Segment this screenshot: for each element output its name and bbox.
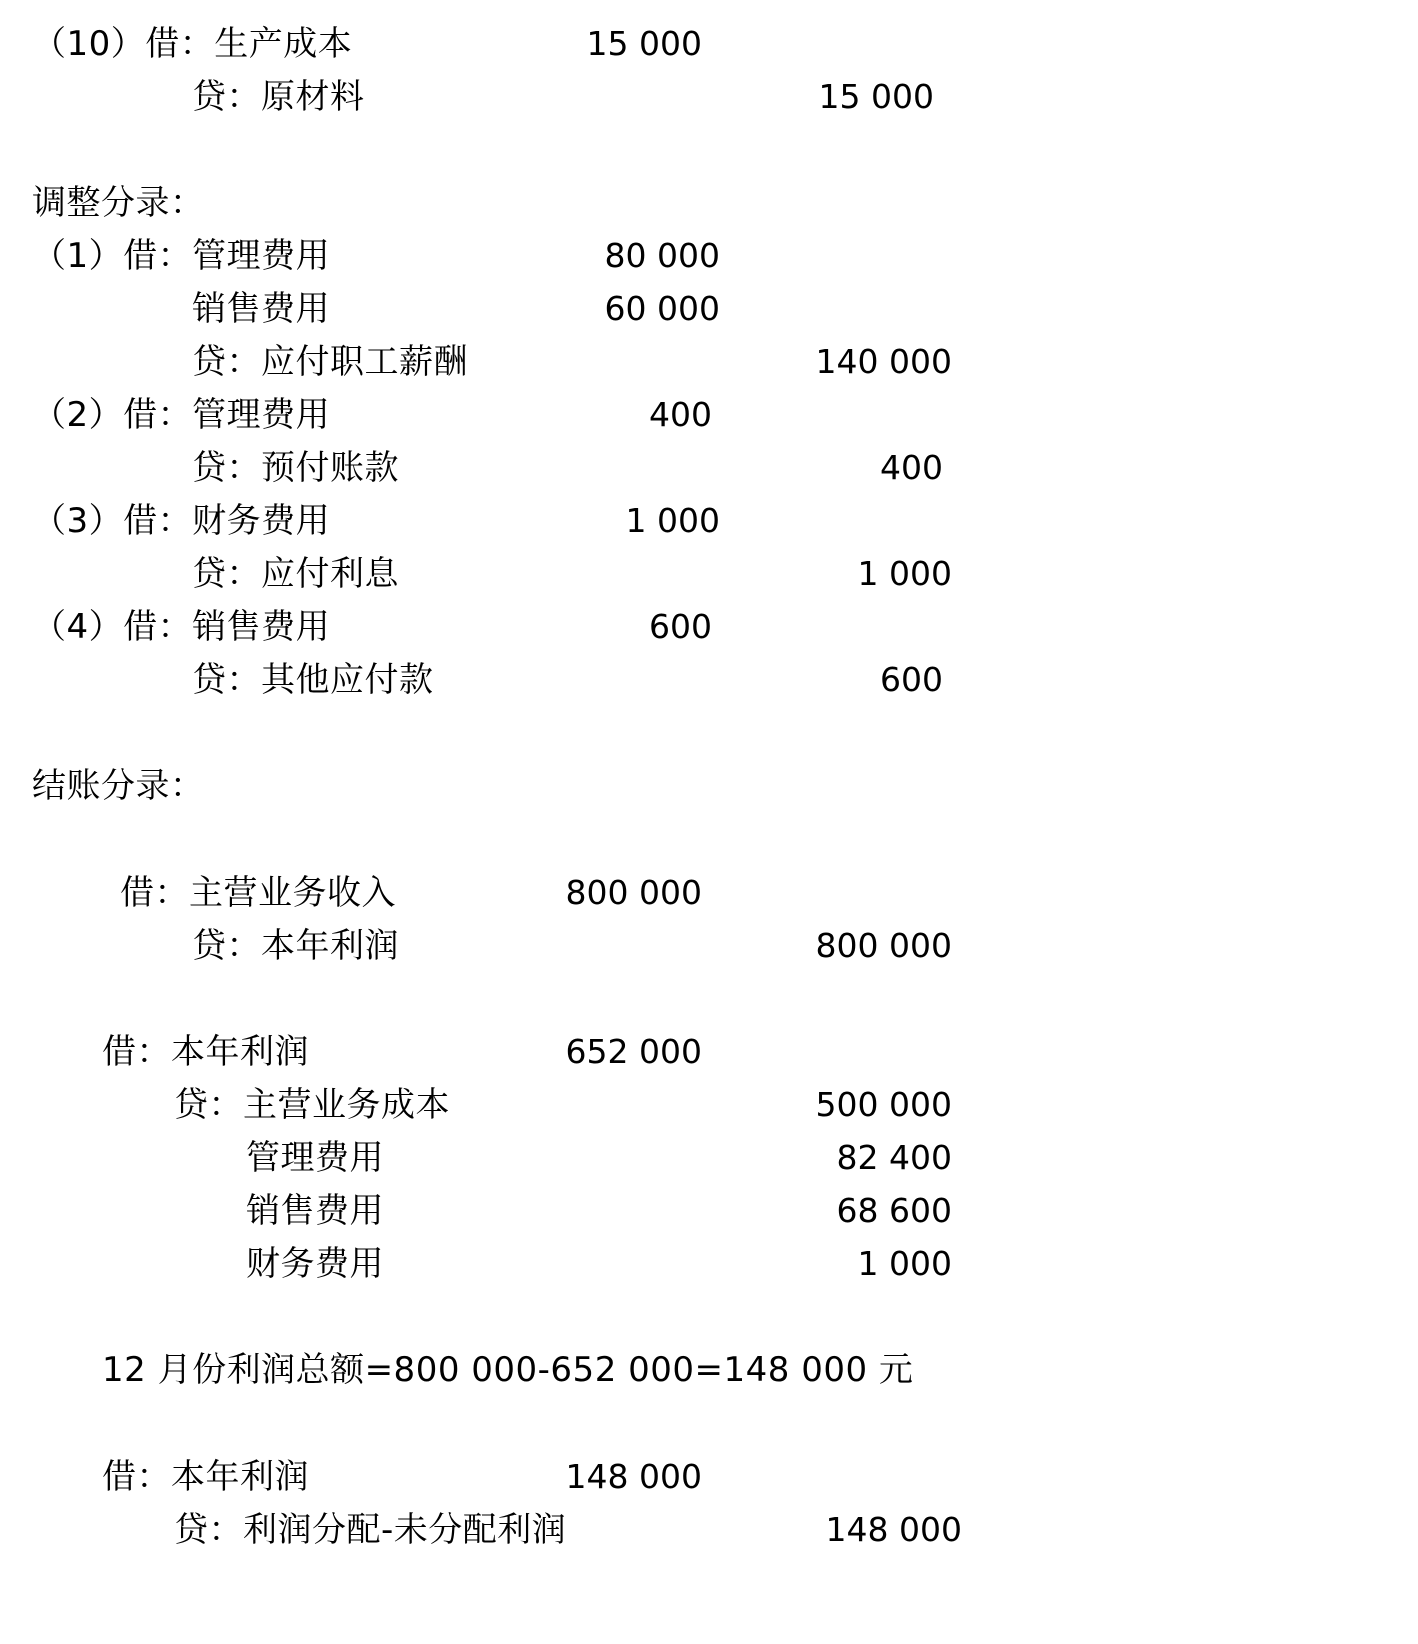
close-2-credit2-label: 管理费用: [246, 1138, 384, 1178]
entry-10-debit-amount: 15 000: [586, 24, 702, 63]
profit-total-formula: 12 月份利润总额=800 000-652 000=148 000 元: [102, 1350, 914, 1390]
close-3-credit-label: 贷：利润分配-未分配利润: [174, 1510, 567, 1550]
adj-4-debit-amount: 600: [649, 607, 712, 646]
close-2-credit2-amount: 82 400: [836, 1138, 952, 1177]
adj-1-debit-label: （1）借：管理费用: [32, 236, 331, 276]
close-1-debit-label: 借：主营业务收入: [120, 873, 396, 913]
adj-4-credit-label: 贷：其他应付款: [192, 660, 434, 700]
adj-3-credit-label: 贷：应付利息: [192, 554, 399, 594]
close-2-credit3-amount: 68 600: [836, 1191, 952, 1230]
entry-10-credit-label: 贷：原材料: [192, 77, 365, 117]
adj-3-credit-amount: 1 000: [857, 554, 952, 593]
close-1-credit-label: 贷：本年利润: [192, 926, 399, 966]
adj-4-credit-amount: 600: [880, 660, 943, 699]
adj-2-credit-label: 贷：预付账款: [192, 448, 399, 488]
close-2-credit4-amount: 1 000: [857, 1244, 952, 1283]
adjusting-entries-heading: 调整分录：: [32, 183, 205, 223]
adj-3-debit-label: （3）借：财务费用: [32, 501, 331, 541]
close-2-debit-amount: 652 000: [565, 1032, 702, 1071]
adj-1-debit2-amount: 60 000: [604, 289, 720, 328]
adj-2-debit-amount: 400: [649, 395, 712, 434]
closing-entries-heading: 结账分录：: [32, 766, 205, 806]
close-2-credit4-label: 财务费用: [246, 1244, 384, 1284]
close-1-credit-amount: 800 000: [815, 926, 952, 965]
adj-1-debit-amount: 80 000: [604, 236, 720, 275]
entry-10-debit-label: （10）借：生产成本: [32, 24, 353, 64]
adj-1-debit2-label: 销售费用: [192, 289, 330, 329]
close-1-debit-amount: 800 000: [565, 873, 702, 912]
adj-3-debit-amount: 1 000: [625, 501, 720, 540]
close-2-credit-amount: 500 000: [815, 1085, 952, 1124]
close-2-credit3-label: 销售费用: [246, 1191, 384, 1231]
close-3-credit-amount: 148 000: [825, 1510, 962, 1549]
close-3-debit-amount: 148 000: [565, 1457, 702, 1496]
adj-4-debit-label: （4）借：销售费用: [32, 607, 331, 647]
adj-2-credit-amount: 400: [880, 448, 943, 487]
adj-1-credit-amount: 140 000: [815, 342, 952, 381]
close-3-debit-label: 借：本年利润: [102, 1457, 309, 1497]
close-2-credit-label: 贷：主营业务成本: [174, 1085, 450, 1125]
adj-1-credit-label: 贷：应付职工薪酬: [192, 342, 468, 382]
adj-2-debit-label: （2）借：管理费用: [32, 395, 331, 435]
entry-10-credit-amount: 15 000: [818, 77, 934, 116]
close-2-debit-label: 借：本年利润: [102, 1032, 309, 1072]
